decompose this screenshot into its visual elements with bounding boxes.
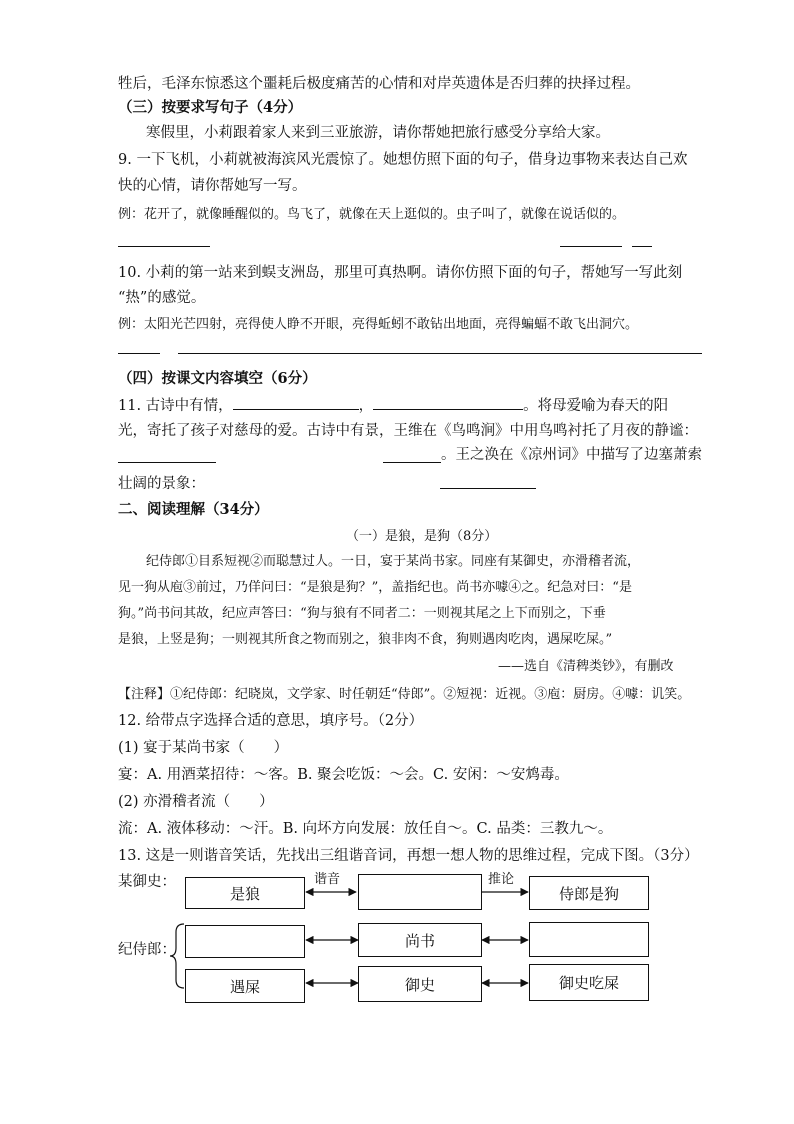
box-label: 尚书 [404,931,435,950]
arrow-label-infer: 推论 [488,872,515,887]
question-12-2-options: 流：A. 液体移动：～汗。B. 向坏方向发展：放任自～。C. 品类：三教九～。 [118,821,613,837]
box-label: 御史吃屎 [558,974,619,992]
section-heading: （三）按要求写句子（4分） [118,99,303,116]
q11-text: 11. 古诗中有情， [118,398,233,414]
box-yushi [358,966,482,1002]
text-line: 牲后，毛泽东惊悉这个噩耗后极度痛苦的心情和对岸英遗体是否归葬的抉择过程。 [118,76,640,92]
box-label: 遇屎 [229,977,260,996]
footnote: 【注释】①纪侍郎：纪晓岚，文学家、时任朝廷“侍郎”。②短视：近视。③庖：厨房。④噱：讥笑。 [118,687,691,702]
passage-line: 是狼，上竖是狗；一则视其所食之物而别之，狼非肉不食，狗则遇肉吃肉，遇屎吃屎。” [118,632,613,647]
question-11-cont: 壮阔的景象： [118,476,205,492]
box-label: 是狼 [229,884,260,903]
box-shangshu [358,923,482,957]
reading-title: （一）是狼，是狗（8分） [346,529,498,544]
question-12-1-options: 宴：A. 用酒菜招待：～客。B. 聚会吃饭：～会。C. 安闲：～安鸩毒。 [118,767,569,783]
example-10: 例：太阳光芒四射，亮得使人睁不开眼，亮得蚯蚓不敢钻出地面，亮得蝙蝠不敢飞出洞穴。 [118,317,639,332]
question-9-cont: 快的心情，请你帮她写一写。 [118,178,307,194]
question-12-1: (1) 宴于某尚书家（ ） [118,740,289,756]
section-heading: 二、阅读理解（34分） [118,501,269,518]
box-shilang [185,877,305,909]
q11-text: ， [358,398,374,414]
passage-line: 狗。”尚书问其故，纪应声答曰：“狗与狼有不同者二：一则视其尾之上下而别之，下垂 [118,606,606,621]
arrow-label-homophone: 谐音 [314,872,341,887]
box-label: 侍郎是狗 [558,884,619,903]
answer-box[interactable] [185,925,305,958]
question-12: 12. 给带点字选择合适的意思，填序号。（2分） [118,713,424,729]
source: ——选自《清稗类钞》，有删改 [498,659,674,674]
question-13: 13. 这是一则谐音笑话，先找出三组谐音词，再想一想人物的思维过程，完成下图。（3分） [118,848,699,864]
label-ji: 纪侍郎： [118,942,176,958]
box-yushi-chishi [529,964,649,1001]
example-9: 例：花开了，就像睡醒似的。鸟飞了，就像在天上逛似的。虫子叫了，就像在说话似的。 [118,207,626,222]
question-9: 9. 一下飞机，小莉就被海滨风光震惊了。她想仿照下面的句子，借身边事物来表达自己欢 [118,152,688,168]
label-yushi: 某御史： [118,874,176,890]
answer-box[interactable] [529,922,649,957]
passage-line: 纪侍郎①目系短视②而聪慧过人。一日，宴于某尚书家。同座有某御史，亦滑稽者流， [146,554,641,569]
box-label: 御史 [404,975,435,994]
box-shilang-shigou [529,876,649,910]
brace [170,924,184,988]
text-line: 寒假里，小莉跟着家人来到三亚旅游，请你帮她把旅行感受分享给大家。 [146,125,610,141]
box-yushi-left [185,969,305,1003]
question-11-cont: 。王之涣在《凉州词》中描写了边塞萧索 [441,447,702,463]
answer-box[interactable] [358,874,482,910]
q11-text: 。将母爱喻为春天的阳 [523,398,669,414]
question-12-2: (2) 亦滑稽者流（ ） [118,794,274,810]
passage-line: 见一狗从庖③前过，乃佯问曰：“是狼是狗？”，盖指纪也。尚书亦噱④之。纪急对曰：“是 [118,580,632,595]
question-10: 10. 小莉的第一站来到蜈支洲岛，那里可真热啊。请你仿照下面的句子，帮她写一写此刻 [118,265,683,281]
question-11-cont: 光，寄托了孩子对慈母的爱。古诗中有景，王维在《鸟鸣涧》中用鸟鸣衬托了月夜的静谧： [118,423,698,439]
question-10-cont: “热”的感觉。 [118,290,206,306]
section-heading: （四）按课文内容填空（6分） [118,370,317,387]
